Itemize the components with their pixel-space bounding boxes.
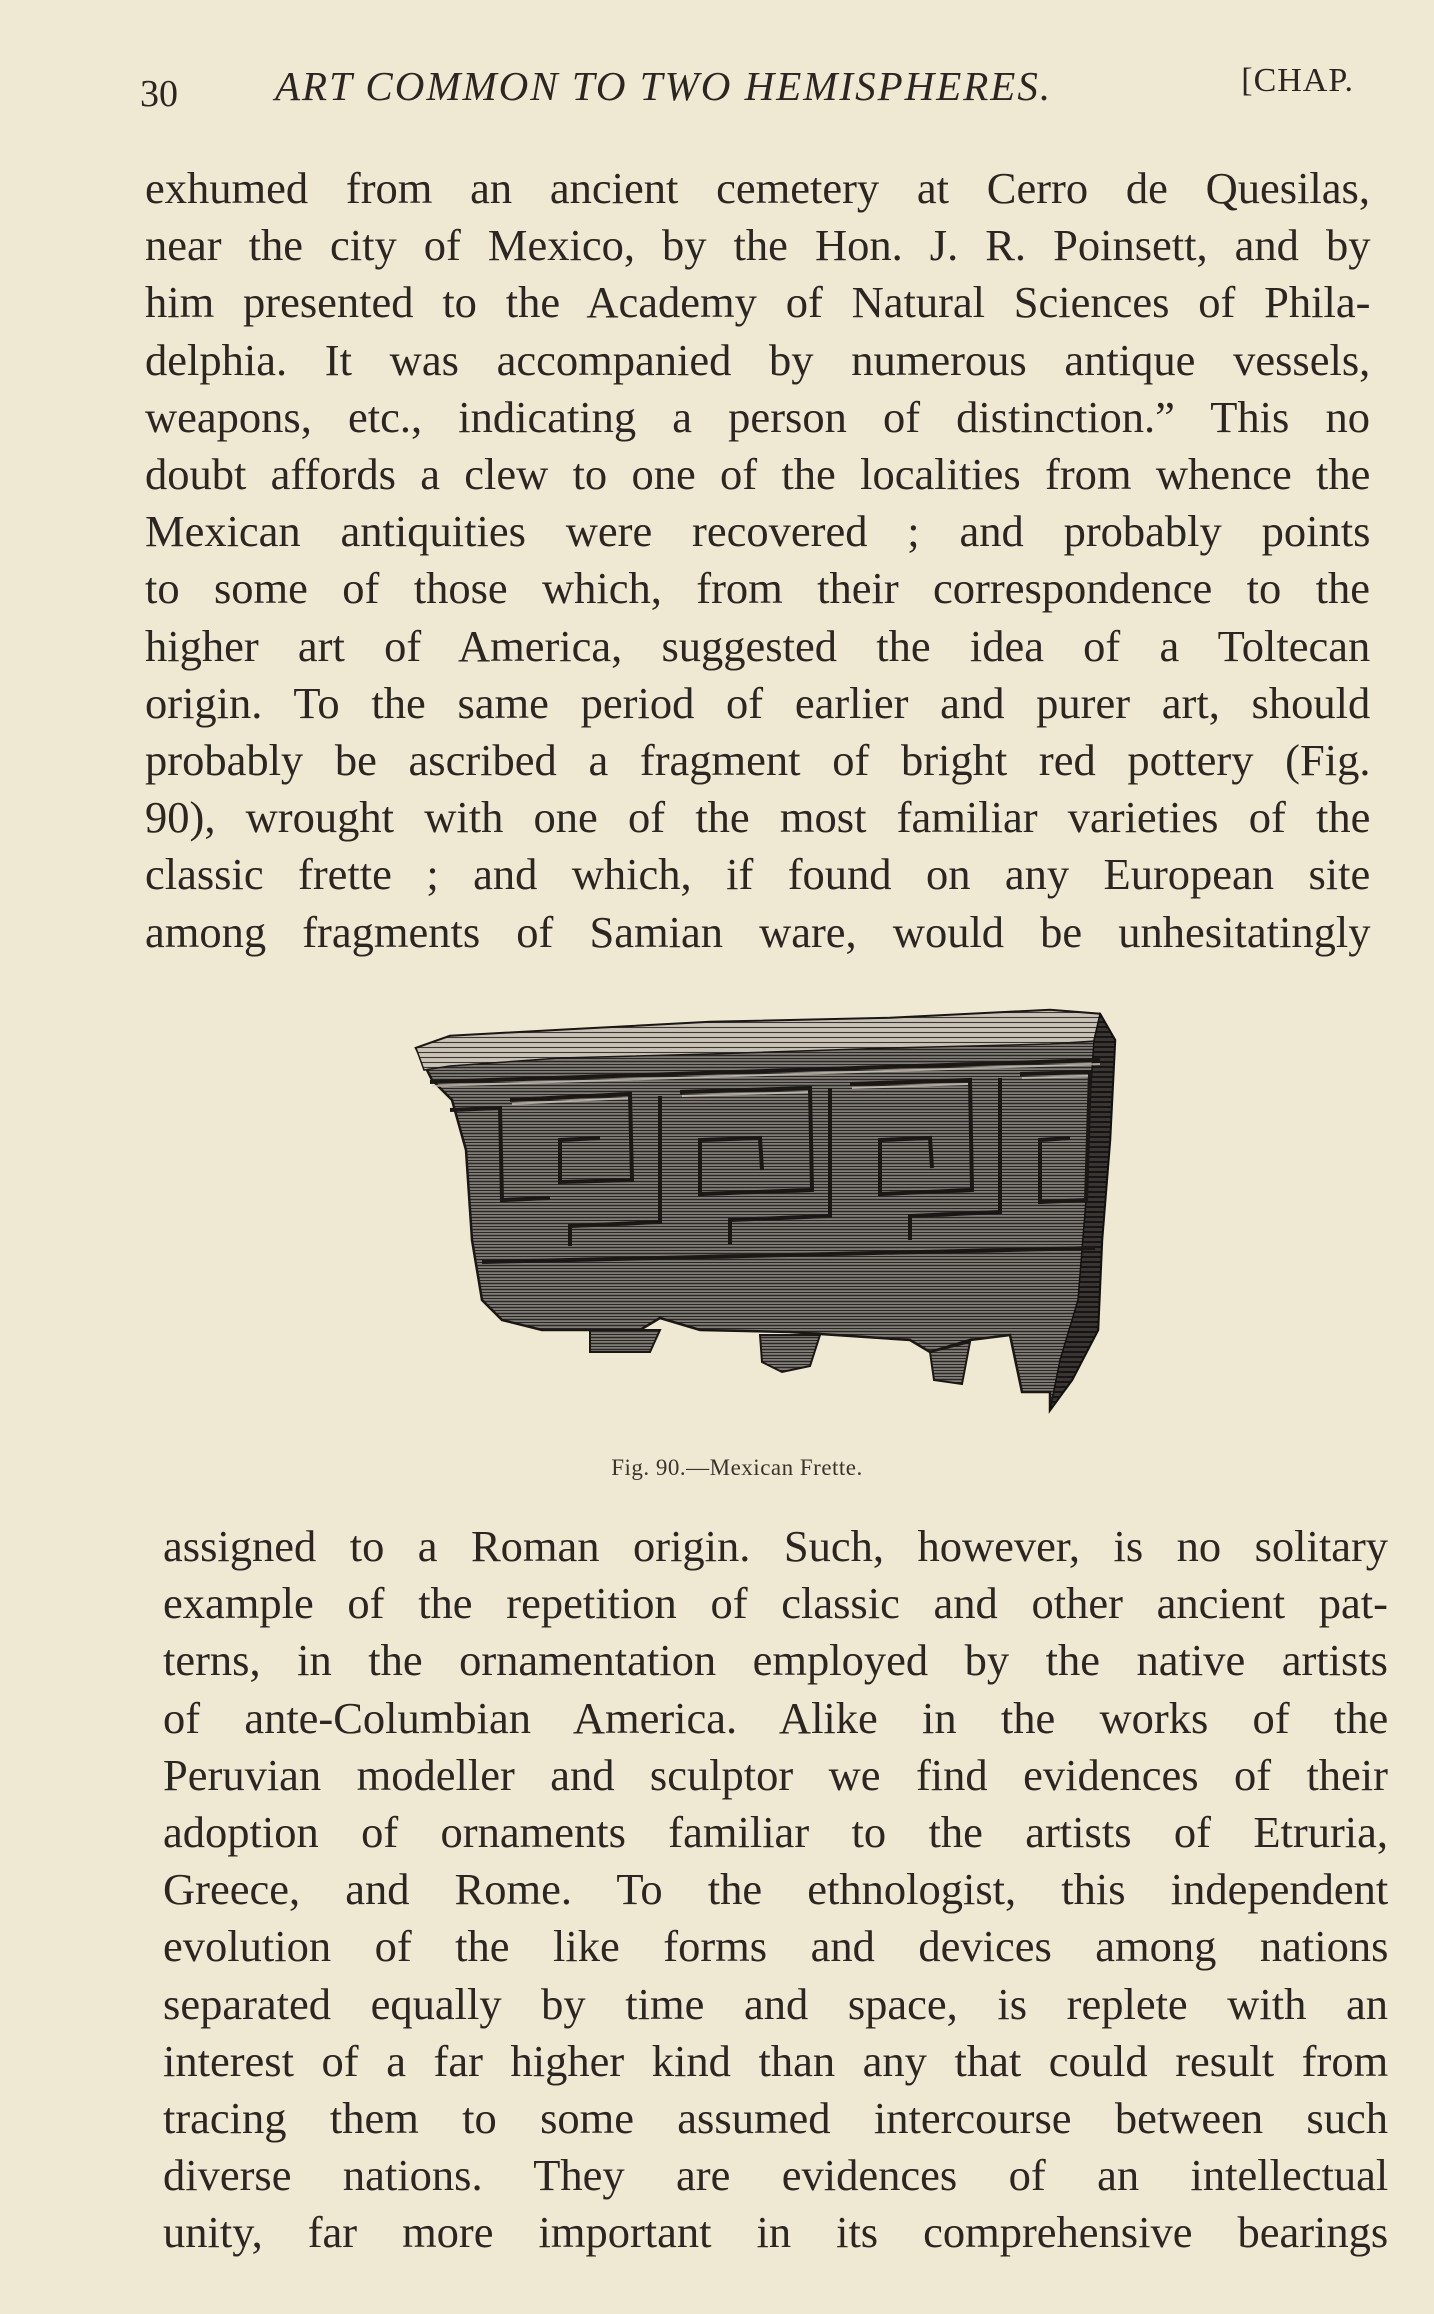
text-line: weapons, etc., indicating a person of distinction.” This no [145, 391, 1370, 442]
text-line: interest of a far higher kind than any that could result from [163, 2035, 1389, 2086]
text-line: doubt affords a clew to one of the localities from whence the [145, 449, 1371, 500]
text-line: classic frette ; and which, if found on any European site [145, 849, 1371, 900]
chapter-marker: [CHAP. [1241, 62, 1354, 99]
text-line: delphia. It was accompanied by numerous antique vessels, [145, 334, 1371, 385]
text-line: 90), wrought with one of the most familiar varieties of the [145, 792, 1371, 843]
paragraph-bottom [163, 1518, 1388, 2262]
text-line: terns, in the ornamentation employed by the native artists [163, 1635, 1389, 1686]
page-number: 30 [140, 73, 178, 115]
text-line: origin. To the same period of earlier and purer art, should [145, 677, 1371, 728]
paragraph-top [145, 160, 1370, 961]
text-line: Peruvian modeller and sculptor we find evidences of their [163, 1749, 1388, 1800]
running-head [140, 62, 1354, 122]
text-line: tracing them to some assumed intercourse between such [163, 2093, 1388, 2144]
text-line: among fragments of Samian ware, would be unhesitatingly [145, 906, 1371, 957]
text-line: to some of those which, from their correspondence to the [145, 563, 1370, 614]
text-line: unity, far more important in its comprehensive bearings [163, 2207, 1389, 2258]
text-line: probably be ascribed a fragment of bright red pottery (Fig. [145, 735, 1371, 786]
text-line: him presented to the Academy of Natural Sciences of Phila- [145, 277, 1371, 328]
frette-pottery-illustration [410, 1000, 1130, 1430]
text-line: separated equally by time and space, is replete with an [163, 1978, 1388, 2029]
text-line: exhumed from an ancient cemetery at Cerro de Quesilas, [145, 163, 1370, 213]
text-line: higher art of America, suggested the idea of a Toltecan [145, 620, 1371, 671]
figure-caption: Fig. 90.—Mexican Frette. [611, 1455, 863, 1480]
text-line: assigned to a Roman origin. Such, however, is no solitary [163, 1521, 1389, 1571]
running-title: ART COMMON TO TWO HEMISPHERES. [275, 63, 1053, 109]
text-line: Greece, and Rome. To the ethnologist, this independent [163, 1864, 1389, 1915]
text-line: of ante-Columbian America. Alike in the works of the [163, 1692, 1389, 1743]
text-line: near the city of Mexico, by the Hon. J. R. Poinsett, and by [145, 220, 1371, 271]
text-line: adoption of ornaments familiar to the artists of Etruria, [163, 1807, 1389, 1858]
text-line: Mexican antiquities were recovered ; and probably points [145, 506, 1371, 557]
text-line: example of the repetition of classic and other ancient pat- [163, 1578, 1388, 1629]
text-line: diverse nations. They are evidences of an intellectual [163, 2150, 1389, 2201]
text-line: evolution of the like forms and devices among nations [163, 1921, 1389, 1972]
